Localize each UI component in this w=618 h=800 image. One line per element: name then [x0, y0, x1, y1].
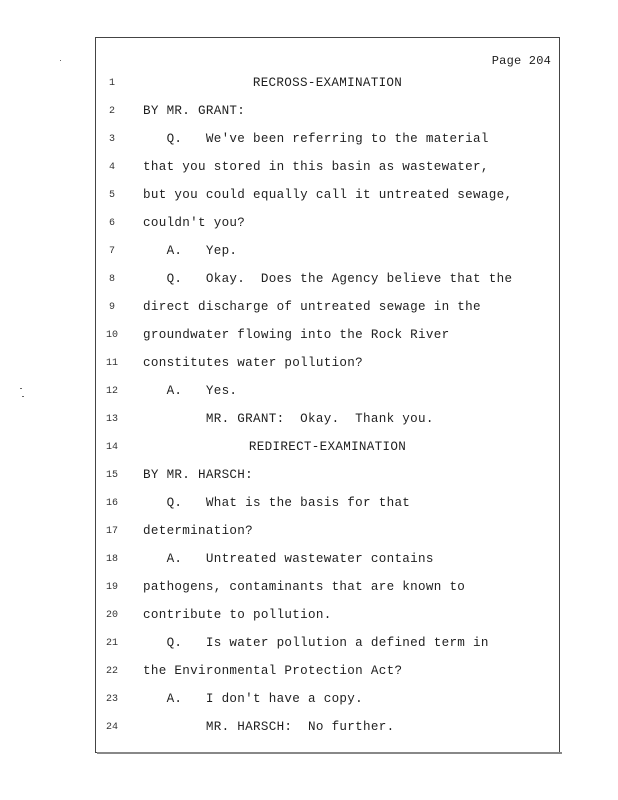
- transcript-line: BY MR. GRANT:: [143, 104, 246, 118]
- scan-speck: [22, 396, 24, 397]
- transcript-line: Q. Is water pollution a defined term in: [143, 636, 489, 650]
- line-number: 11: [105, 358, 118, 369]
- section-heading: REDIRECT-EXAMINATION: [248, 440, 407, 454]
- transcript-line: the Environmental Protection Act?: [143, 664, 403, 678]
- transcript-line: Q. What is the basis for that: [143, 496, 411, 510]
- transcript-line: constitutes water pollution?: [143, 356, 364, 370]
- line-number: 18: [105, 554, 118, 565]
- line-number: 16: [105, 498, 118, 509]
- line-number: 20: [105, 610, 118, 621]
- line-number: 13: [105, 414, 118, 425]
- line-number: 12: [105, 386, 118, 397]
- line-number: 15: [105, 470, 118, 481]
- line-number: 14: [105, 442, 118, 453]
- line-number: 19: [105, 582, 118, 593]
- page-bottom-edge: [97, 752, 562, 754]
- line-number: 1: [108, 78, 115, 89]
- transcript-line: A. Untreated wastewater contains: [143, 552, 434, 566]
- line-number: 6: [108, 218, 115, 229]
- line-number: 9: [108, 302, 115, 313]
- line-number: 3: [108, 134, 115, 145]
- section-heading: RECROSS-EXAMINATION: [252, 76, 403, 90]
- scan-speck: [20, 388, 22, 389]
- transcript-line: MR. HARSCH: No further.: [143, 720, 395, 734]
- transcript-line: groundwater flowing into the Rock River: [143, 328, 450, 342]
- line-number: 21: [105, 638, 118, 649]
- transcript-line: A. Yes.: [143, 384, 238, 398]
- transcript-line: couldn't you?: [143, 216, 246, 230]
- transcript-line: but you could equally call it untreated sewage,: [143, 188, 513, 202]
- transcript-page: [95, 37, 560, 753]
- transcript-line: MR. GRANT: Okay. Thank you.: [143, 412, 434, 426]
- transcript-line: pathogens, contaminants that are known to: [143, 580, 466, 594]
- transcript-line: A. Yep.: [143, 244, 238, 258]
- line-number: 24: [105, 722, 118, 733]
- transcript-line: A. I don't have a copy.: [143, 692, 364, 706]
- line-number: 2: [108, 106, 115, 117]
- line-number: 22: [105, 666, 118, 677]
- transcript-line: Q. We've been referring to the material: [143, 132, 489, 146]
- line-number: 4: [108, 162, 115, 173]
- scan-speck: [60, 60, 61, 61]
- transcript-line: contribute to pollution.: [143, 608, 332, 622]
- line-number: 10: [105, 330, 118, 341]
- transcript-line: that you stored in this basin as wastewater,: [143, 160, 489, 174]
- line-number: 8: [108, 274, 115, 285]
- transcript-line: BY MR. HARSCH:: [143, 468, 254, 482]
- transcript-line: direct discharge of untreated sewage in the: [143, 300, 481, 314]
- line-number: 23: [105, 694, 118, 705]
- line-number: 5: [108, 190, 115, 201]
- page-number: Page 204: [491, 54, 551, 68]
- transcript-line: determination?: [143, 524, 254, 538]
- transcript-line: Q. Okay. Does the Agency believe that the: [143, 272, 513, 286]
- line-number: 17: [105, 526, 118, 537]
- line-number: 7: [108, 246, 115, 257]
